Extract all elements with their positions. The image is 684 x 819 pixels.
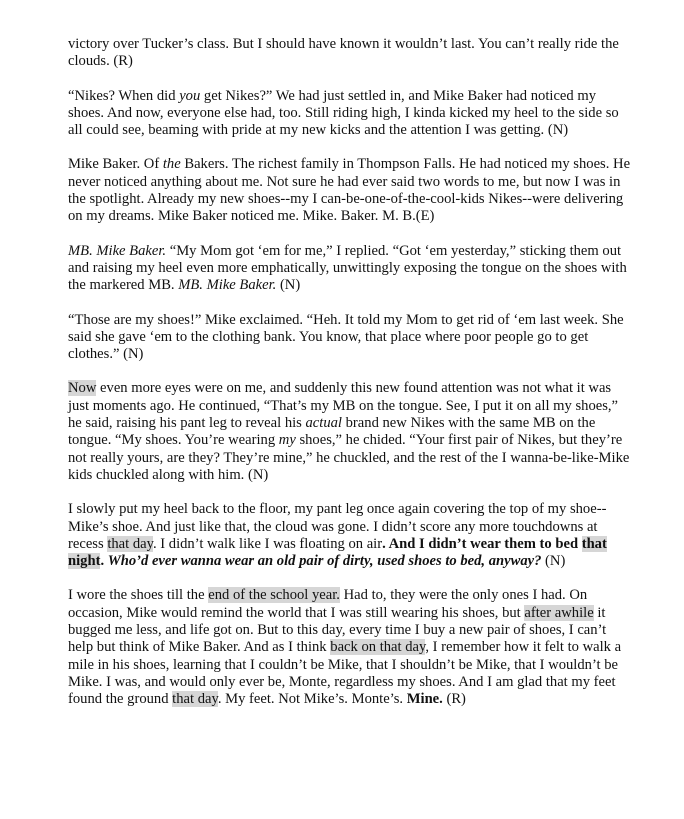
text-segment: . My feet. Not Mike’s. Monte’s. [217, 691, 407, 708]
highlighted-text: that night [68, 535, 607, 570]
paragraph-8 [68, 587, 634, 708]
text-segment: MB. Mike Baker. [68, 242, 167, 259]
text-segment: actual [305, 415, 342, 432]
highlighted-text: that day [107, 535, 153, 552]
paragraph-5 [68, 312, 634, 364]
text-segment: MB. Mike Baker. [178, 277, 277, 294]
text-segment: shoes,” he chided. “Your first pair of Nikes, but they’re not really yours, are they? They’re mine,” he chuckled, and the rest of the I wanna-be-like-Mike kids chuckled along with him. (N) [68, 432, 630, 483]
text-segment: Had to, they were the only ones I had. On occasion, Mike would remind the world that I was still wearing his shoes, but [68, 587, 588, 621]
paragraph-4 [68, 243, 634, 295]
highlighted-text: end of the school year. [208, 587, 340, 604]
text-segment: (R) [442, 691, 466, 708]
text-segment: I wore the shoes till the [68, 587, 209, 604]
text-segment: “Nikes? When did [68, 87, 180, 104]
paragraph-6 [68, 380, 634, 484]
text-segment: . [100, 553, 108, 570]
paragraph-2 [68, 88, 634, 140]
paragraph-7 [68, 501, 634, 570]
text-segment: “My Mom got ‘em for me,” I replied. “Got ‘em yesterday,” sticking them out and raising my heel even more emphatically, unwittingly exposing the tongue on the shoes with the markered MB. [68, 242, 627, 294]
text-segment: Mine. [406, 691, 443, 708]
text-segment: Bakers. The richest family in Thompson Falls. He had noticed my shoes. He never noticed anything about me. Not sure he had ever said two words to me, but now I was in the spotlight. Already my new shoes--my I can-be-one-of-the-cool-kids Nikes--were delivering on my dreams. Mike Baker noticed me. Mike. Baker. M. B.(E) [68, 156, 631, 225]
text-segment: get Nikes?” We had just settled in, and Mike Baker had noticed my shoes. And now, everyone else had, too. Still riding high, I kinda kicked my heel to the side so all could see, beaming with pride at my new kicks and the attention I was getting. (N) [68, 87, 619, 139]
text-segment: my [278, 432, 296, 449]
text-segment: , I remember how it felt to walk a mile in his shoes, learning that I couldn’t be Mike, that I shouldn’t be Mike, that I wouldn’t be Mike. I was, and would only ever be, Monte, regardless my shoes. And I am glad that my feet found the ground [68, 639, 622, 708]
text-segment: even more eyes were on me, and suddenly this new found attention was not what it was just moments ago. He continued, “That’s my MB on the tongue. See, I put it on all my shoes,” he said, raising his pant leg to reveal his [68, 380, 619, 432]
text-segment: (N) [276, 277, 301, 294]
text-segment: I slowly put my heel back to the floor, my pant leg once again covering the top of my shoe--Mike’s shoe. And just like that, the cloud was gone. I didn’t score any more touchdowns at recess [68, 501, 607, 552]
text-segment: . I didn’t walk like I was floating on air [152, 535, 383, 552]
text-segment: you [179, 87, 201, 104]
text-segment: it bugged me less, and life got on. But to this day, every time I buy a new pair of shoes, I can’t help but think of Mike Baker. And as I think [68, 604, 607, 656]
text-segment: the [162, 156, 181, 173]
highlighted-text: that day [172, 691, 218, 708]
text-segment: brand new Nikes with the same MB on the tongue. “My shoes. You’re wearing [68, 415, 596, 449]
paragraph-1 [68, 36, 634, 71]
paragraph-3 [68, 156, 634, 225]
text-segment: . And I didn’t wear them to bed [382, 535, 582, 552]
highlighted-text: back on that day [330, 639, 426, 656]
document-page [68, 36, 634, 726]
highlighted-text: after awhile [524, 604, 594, 621]
text-segment: Mike Baker. Of [68, 156, 163, 173]
text-segment: Who’d ever wanna wear an old pair of dirty, used shoes to bed, anyway? [107, 553, 542, 570]
text-segment: victory over Tucker’s class. But I should have known it wouldn’t last. You can’t really ride the clouds. (R) [68, 36, 619, 70]
text-segment: “Those are my shoes!” Mike exclaimed. “Heh. It told my Mom to get rid of ‘em last week. She said she gave ‘em to the clothing bank. You know, that place where poor people go to get clothes.” (N) [68, 311, 624, 363]
text-segment: (N) [541, 553, 566, 570]
highlighted-text: Now [68, 380, 97, 397]
